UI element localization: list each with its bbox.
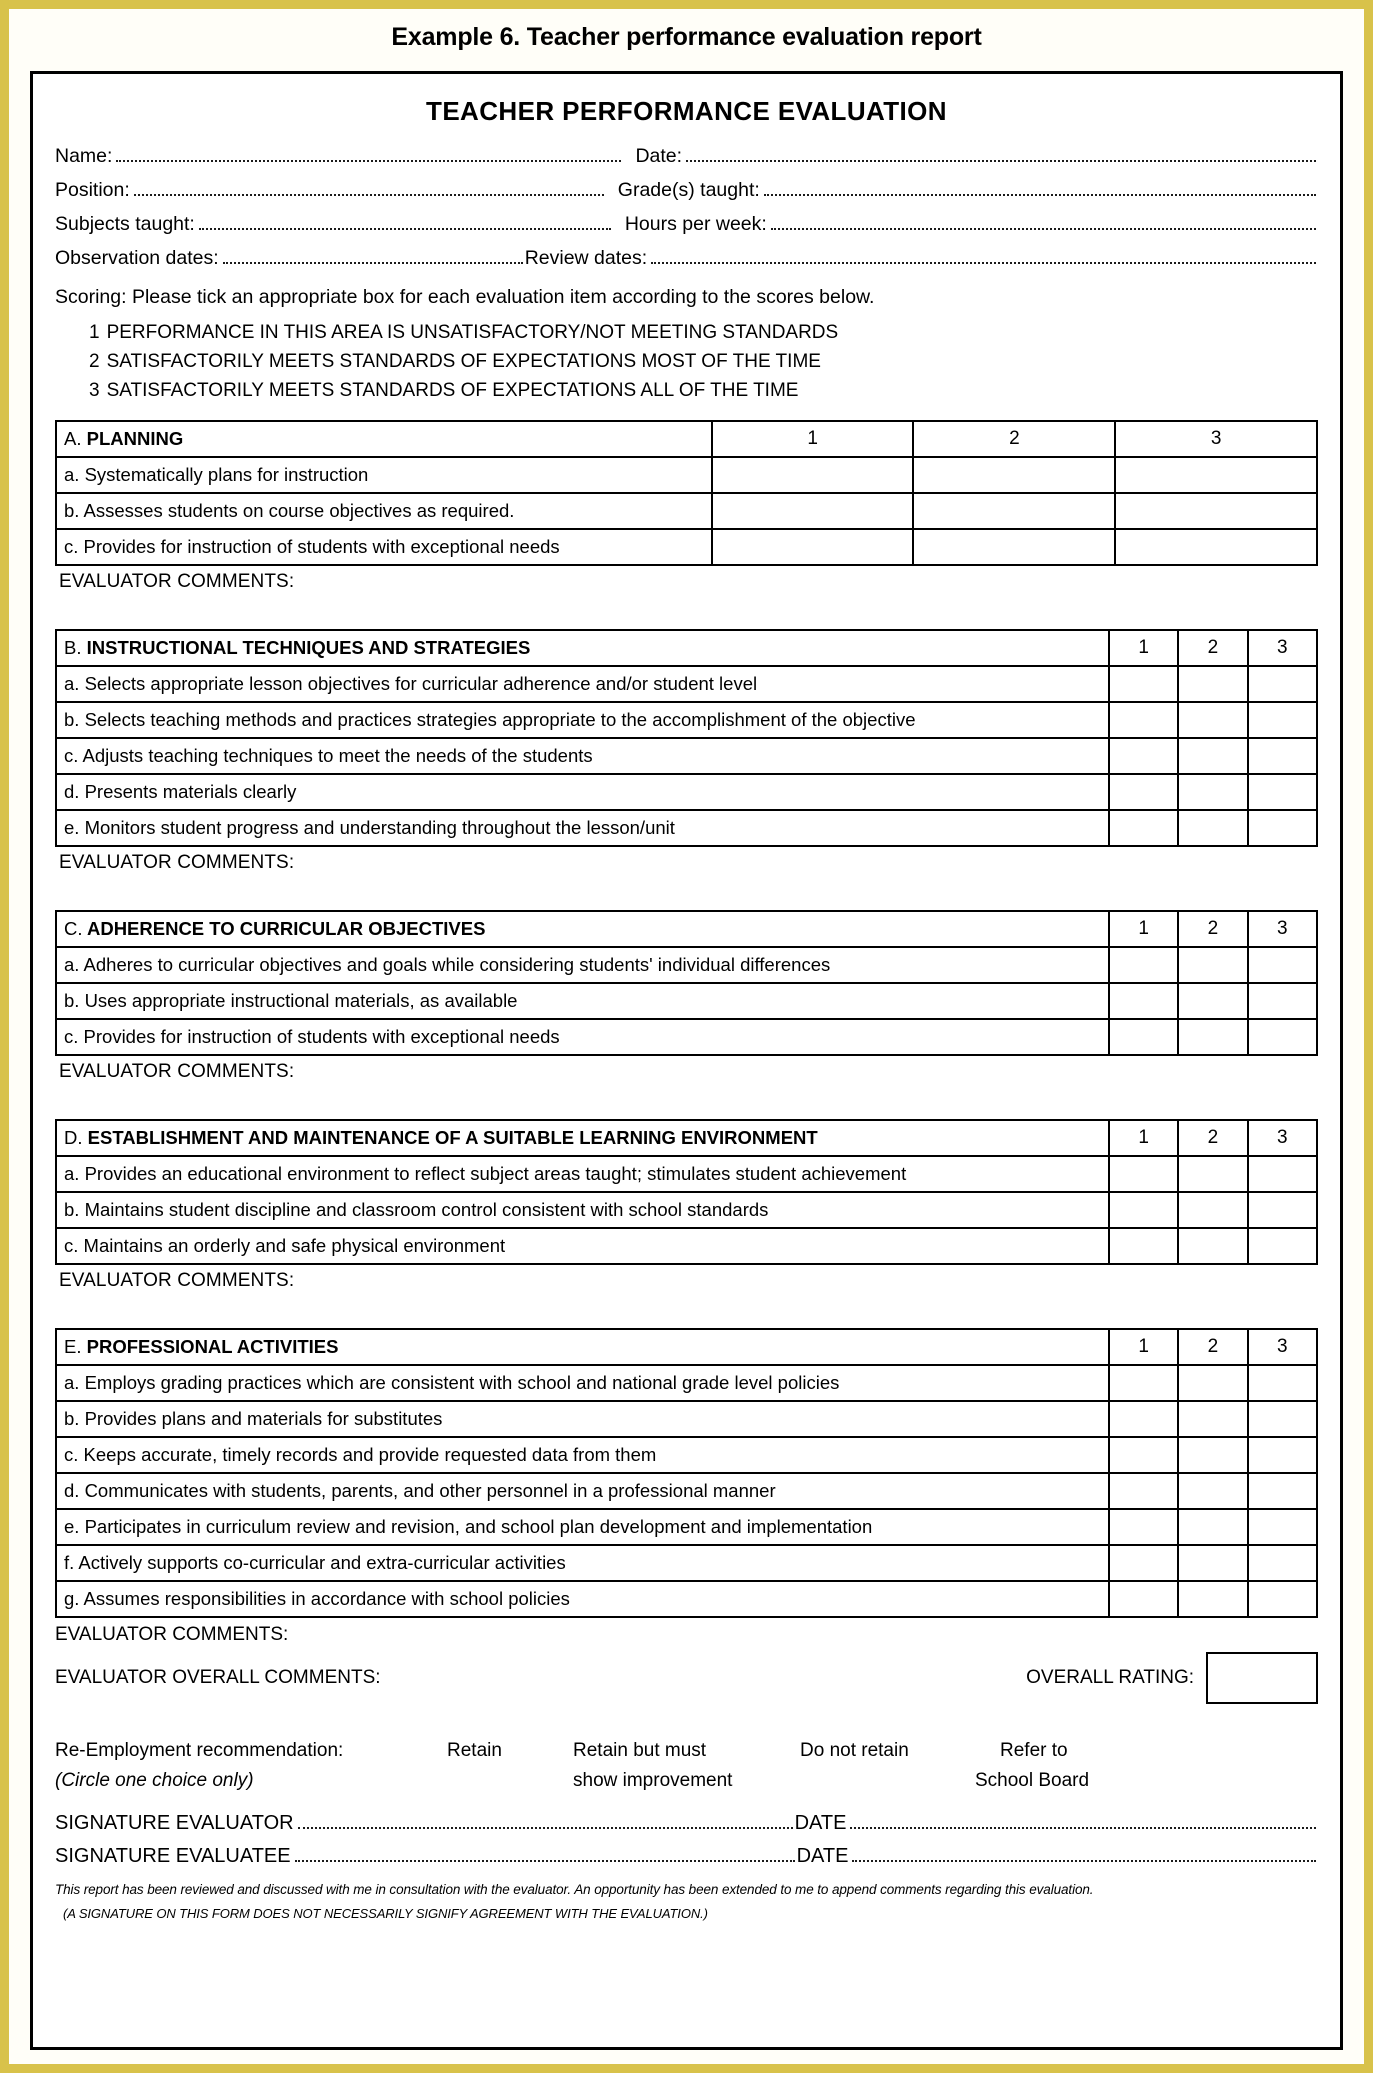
evaluator-comments-d[interactable]: EVALUATOR COMMENTS: — [59, 1269, 295, 1291]
option-retain-improve-line2[interactable]: show improvement — [573, 1769, 733, 1791]
score-checkbox-1[interactable] — [1109, 702, 1178, 738]
score-checkbox-3[interactable] — [1248, 1019, 1317, 1055]
evaluator-comments-a[interactable]: EVALUATOR COMMENTS: — [59, 570, 295, 592]
evaluator-comments-c[interactable]: EVALUATOR COMMENTS: — [59, 1060, 295, 1082]
score-checkbox-3[interactable] — [1248, 1156, 1317, 1192]
signature-evaluatee-date-label: DATE — [796, 1844, 849, 1867]
item-label: b. Selects teaching methods and practices strategies appropriate to the accomplishment of the objective — [56, 702, 1109, 738]
item-label: a. Adheres to curricular objectives and goals while considering students' individual differences — [56, 947, 1109, 983]
table-row — [56, 1473, 1317, 1509]
section-letter: D. — [64, 1126, 83, 1148]
evaluator-comments-b[interactable]: EVALUATOR COMMENTS: — [59, 851, 295, 873]
evaluation-form — [30, 71, 1343, 2050]
score-checkbox-3[interactable] — [1248, 1545, 1317, 1581]
section-b-header-row — [56, 630, 1317, 666]
scale-number: 2 — [89, 350, 100, 372]
section-c-title-cell — [56, 911, 1109, 947]
option-retain[interactable]: Retain — [447, 1739, 502, 1761]
section-b-title-cell — [56, 630, 1109, 666]
grades-taught-input[interactable] — [764, 179, 1316, 196]
review-dates-input[interactable] — [651, 247, 1316, 264]
item-label: b. Provides plans and materials for substitutes — [56, 1401, 1109, 1437]
score-checkbox-1[interactable] — [1109, 983, 1178, 1019]
score-checkbox-2[interactable] — [1178, 1401, 1247, 1437]
subjects-taught-label: Subjects taught: — [55, 213, 195, 235]
section-e-title-cell — [56, 1329, 1109, 1365]
score-checkbox-2[interactable] — [1178, 666, 1247, 702]
score-checkbox-3[interactable] — [1248, 1509, 1317, 1545]
scoring-scale-list — [89, 319, 1318, 406]
signature-evaluator-date-label: DATE — [794, 1811, 847, 1834]
item-label: e. Participates in curriculum review and revision, and school plan development and implementation — [56, 1509, 1109, 1545]
score-checkbox-3[interactable] — [1248, 1473, 1317, 1509]
section-d-header-row — [56, 1120, 1317, 1156]
spacer — [55, 593, 1318, 615]
score-checkbox-2[interactable] — [1178, 810, 1247, 846]
score-checkbox-2[interactable] — [1178, 1473, 1247, 1509]
identification-fields — [55, 145, 1318, 270]
section-b-table — [55, 629, 1318, 847]
section-b — [55, 629, 1318, 874]
name-label: Name: — [55, 145, 113, 167]
section-d — [55, 1119, 1318, 1292]
circle-one-note: (Circle one choice only) — [55, 1769, 254, 1791]
option-retain-improve-line1[interactable]: Retain but must — [573, 1739, 707, 1761]
score-checkbox-1[interactable] — [1109, 947, 1178, 983]
observation-dates-input[interactable] — [223, 247, 523, 264]
scale-text: SATISFACTORILY MEETS STANDARDS OF EXPECTATIONS MOST OF THE TIME — [106, 350, 821, 372]
score-checkbox-1[interactable] — [712, 457, 914, 493]
item-label: a. Selects appropriate lesson objectives for curricular adherence and/or student level — [56, 666, 1109, 702]
score-checkbox-2[interactable] — [1178, 702, 1247, 738]
scale-item-2 — [89, 348, 1318, 377]
score-header-3: 3 — [1115, 421, 1317, 457]
section-a-title-cell — [56, 421, 712, 457]
score-checkbox-1[interactable] — [1109, 1192, 1178, 1228]
signature-evaluatee-date-input[interactable] — [852, 1845, 1316, 1862]
score-checkbox-1[interactable] — [1109, 1156, 1178, 1192]
overall-section — [55, 1624, 1318, 1921]
disclaimer-review: This report has been reviewed and discussed with me in consultation with the evaluator. An opportunity has been extended to me to append comments regarding this evaluation. — [55, 1881, 1094, 1897]
table-row — [56, 1228, 1317, 1264]
section-a-table — [55, 420, 1318, 566]
score-checkbox-1[interactable] — [1109, 1473, 1178, 1509]
table-row — [56, 529, 1317, 565]
score-checkbox-2[interactable] — [913, 493, 1115, 529]
score-checkbox-1[interactable] — [1109, 1509, 1178, 1545]
table-row — [56, 983, 1317, 1019]
date-label: Date: — [635, 145, 683, 167]
item-label: d. Communicates with students, parents, and other personnel in a professional manner — [56, 1473, 1109, 1509]
score-checkbox-2[interactable] — [1178, 1437, 1247, 1473]
score-checkbox-2[interactable] — [913, 457, 1115, 493]
score-checkbox-3[interactable] — [1248, 947, 1317, 983]
score-checkbox-2[interactable] — [1178, 983, 1247, 1019]
score-checkbox-3[interactable] — [1248, 1228, 1317, 1264]
score-checkbox-3[interactable] — [1115, 457, 1317, 493]
score-checkbox-1[interactable] — [1109, 774, 1178, 810]
score-header-3: 3 — [1248, 911, 1317, 947]
table-row — [56, 947, 1317, 983]
overall-rating-box[interactable] — [1206, 1652, 1318, 1704]
scale-item-1 — [89, 319, 1318, 348]
section-a — [55, 420, 1318, 593]
item-label: a. Systematically plans for instruction — [56, 457, 712, 493]
score-header-3: 3 — [1248, 1120, 1317, 1156]
score-header-1: 1 — [1109, 1120, 1178, 1156]
section-d-table — [55, 1119, 1318, 1265]
page-caption: Example 6. Teacher performance evaluation report — [391, 23, 982, 51]
section-d-title-cell — [56, 1120, 1109, 1156]
overall-rating-label: OVERALL RATING: — [1026, 1666, 1194, 1688]
score-checkbox-1[interactable] — [1109, 1545, 1178, 1581]
table-row — [56, 1365, 1317, 1401]
scale-number: 1 — [89, 322, 100, 343]
score-checkbox-1[interactable] — [1109, 738, 1178, 774]
score-header-3: 3 — [1248, 1329, 1317, 1365]
observation-dates-label: Observation dates: — [55, 247, 219, 269]
table-row — [56, 1401, 1317, 1437]
signature-row-evaluatee — [55, 1845, 1318, 1868]
score-checkbox-1[interactable] — [1109, 1581, 1178, 1617]
item-label: c. Keeps accurate, timely records and provide requested data from them — [56, 1437, 1109, 1473]
section-e-header-row — [56, 1329, 1317, 1365]
score-checkbox-1[interactable] — [1109, 1019, 1178, 1055]
score-checkbox-2[interactable] — [1178, 1365, 1247, 1401]
item-label: c. Provides for instruction of students with exceptional needs — [56, 529, 712, 565]
scale-item-3 — [89, 377, 1318, 406]
disclaimer-signature: (A SIGNATURE ON THIS FORM DOES NOT NECESSARILY SIGNIFY AGREEMENT WITH THE EVALUATION.) — [63, 1905, 708, 1921]
score-header-3: 3 — [1248, 630, 1317, 666]
table-row — [56, 457, 1317, 493]
score-checkbox-3[interactable] — [1248, 774, 1317, 810]
scale-number: 3 — [89, 379, 100, 401]
score-checkbox-3[interactable] — [1248, 1401, 1317, 1437]
score-checkbox-3[interactable] — [1115, 493, 1317, 529]
table-row — [56, 1581, 1317, 1617]
page-inner — [9, 9, 1364, 2064]
overall-comments-row — [55, 1652, 1318, 1704]
review-dates-label: Review dates: — [524, 247, 648, 269]
item-label: g. Assumes responsibilities in accordance with school policies — [56, 1581, 1109, 1617]
table-row — [56, 1192, 1317, 1228]
option-refer-line1[interactable]: Refer to — [1000, 1739, 1068, 1761]
score-checkbox-1[interactable] — [1109, 1228, 1178, 1264]
score-checkbox-1[interactable] — [1109, 810, 1178, 846]
reemployment-recommendation — [55, 1740, 1318, 1802]
hours-per-week-label: Hours per week: — [624, 213, 767, 235]
signature-evaluator-date-input[interactable] — [850, 1812, 1316, 1829]
score-checkbox-3[interactable] — [1248, 666, 1317, 702]
score-checkbox-3[interactable] — [1248, 810, 1317, 846]
signature-row-evaluator — [55, 1812, 1318, 1835]
score-checkbox-2[interactable] — [1178, 1509, 1247, 1545]
score-header-2: 2 — [913, 421, 1115, 457]
option-do-not-retain[interactable]: Do not retain — [800, 1739, 909, 1761]
score-checkbox-3[interactable] — [1115, 529, 1317, 565]
item-label: c. Maintains an orderly and safe physical environment — [56, 1228, 1109, 1264]
scoring-instruction: Scoring: Please tick an appropriate box for each evaluation item according to the scores below. — [55, 286, 875, 308]
section-letter: C. — [64, 917, 83, 939]
score-checkbox-2[interactable] — [1178, 1581, 1247, 1617]
scale-text: PERFORMANCE IN THIS AREA IS UNSATISFACTORY/NOT MEETING STANDARDS — [106, 322, 839, 343]
table-row — [56, 1545, 1317, 1581]
evaluator-comments-e[interactable]: EVALUATOR COMMENTS: — [55, 1623, 289, 1645]
field-row-subjects — [55, 213, 1318, 236]
table-row — [56, 1437, 1317, 1473]
score-checkbox-2[interactable] — [1178, 1019, 1247, 1055]
table-row — [56, 702, 1317, 738]
section-c-table — [55, 910, 1318, 1056]
score-checkbox-2[interactable] — [1178, 738, 1247, 774]
section-title: PLANNING — [86, 427, 184, 449]
score-checkbox-1[interactable] — [1109, 666, 1178, 702]
score-checkbox-1[interactable] — [712, 529, 914, 565]
grades-taught-label: Grade(s) taught: — [617, 179, 760, 201]
field-row-observation — [55, 247, 1318, 270]
table-row — [56, 810, 1317, 846]
section-e — [55, 1328, 1318, 1618]
item-label: a. Employs grading practices which are consistent with school and national grade level policies — [56, 1365, 1109, 1401]
score-checkbox-2[interactable] — [1178, 947, 1247, 983]
score-header-2: 2 — [1178, 1120, 1247, 1156]
date-input[interactable] — [686, 145, 1316, 162]
score-header-2: 2 — [1178, 630, 1247, 666]
score-checkbox-1[interactable] — [1109, 1401, 1178, 1437]
score-checkbox-1[interactable] — [1109, 1365, 1178, 1401]
item-label: b. Maintains student discipline and classroom control consistent with school standards — [56, 1192, 1109, 1228]
score-header-1: 1 — [1109, 1329, 1178, 1365]
item-label: f. Actively supports co-curricular and extra-curricular activities — [56, 1545, 1109, 1581]
score-checkbox-3[interactable] — [1248, 702, 1317, 738]
reemployment-label: Re-Employment recommendation: — [55, 1739, 344, 1761]
table-row — [56, 1019, 1317, 1055]
section-e-table — [55, 1328, 1318, 1618]
score-header-1: 1 — [712, 421, 914, 457]
section-letter: B. — [64, 636, 82, 658]
section-c-header-row — [56, 911, 1317, 947]
score-checkbox-1[interactable] — [712, 493, 914, 529]
signature-evaluator-input[interactable] — [298, 1812, 793, 1829]
score-checkbox-3[interactable] — [1248, 1437, 1317, 1473]
signature-evaluatee-label: SIGNATURE EVALUATEE — [55, 1844, 291, 1867]
field-row-position — [55, 179, 1318, 202]
signature-evaluator-label: SIGNATURE EVALUATOR — [55, 1811, 294, 1834]
spacer — [55, 874, 1318, 896]
section-title: INSTRUCTIONAL TECHNIQUES AND STRATEGIES — [86, 636, 531, 658]
section-letter: E. — [64, 1335, 82, 1357]
score-checkbox-2[interactable] — [1178, 1545, 1247, 1581]
score-checkbox-2[interactable] — [1178, 1192, 1247, 1228]
table-row — [56, 738, 1317, 774]
score-checkbox-1[interactable] — [1109, 1437, 1178, 1473]
scale-text: SATISFACTORILY MEETS STANDARDS OF EXPECTATIONS ALL OF THE TIME — [106, 379, 799, 401]
spacer — [55, 1083, 1318, 1105]
table-row — [56, 666, 1317, 702]
score-checkbox-3[interactable] — [1248, 1581, 1317, 1617]
score-header-1: 1 — [1109, 911, 1178, 947]
score-checkbox-2[interactable] — [913, 529, 1115, 565]
score-checkbox-3[interactable] — [1248, 983, 1317, 1019]
evaluator-overall-comments-label[interactable]: EVALUATOR OVERALL COMMENTS: — [55, 1666, 381, 1688]
score-checkbox-3[interactable] — [1248, 1192, 1317, 1228]
section-a-header-row — [56, 421, 1317, 457]
score-header-2: 2 — [1178, 911, 1247, 947]
field-row-name — [55, 145, 1318, 168]
position-label: Position: — [55, 179, 130, 201]
section-title: ESTABLISHMENT AND MAINTENANCE OF A SUITABLE LEARNING ENVIRONMENT — [87, 1126, 818, 1148]
spacer — [55, 1292, 1318, 1314]
subjects-taught-input[interactable] — [199, 213, 611, 230]
score-checkbox-2[interactable] — [1178, 1156, 1247, 1192]
item-label: c. Provides for instruction of students with exceptional needs — [56, 1019, 1109, 1055]
table-row — [56, 774, 1317, 810]
score-header-1: 1 — [1109, 630, 1178, 666]
section-c — [55, 910, 1318, 1083]
position-input[interactable] — [134, 179, 604, 196]
table-row — [56, 1156, 1317, 1192]
item-label: e. Monitors student progress and understanding throughout the lesson/unit — [56, 810, 1109, 846]
item-label: b. Uses appropriate instructional materials, as available — [56, 983, 1109, 1019]
option-refer-line2[interactable]: School Board — [975, 1769, 1090, 1791]
item-label: a. Provides an educational environment to reflect subject areas taught; stimulates student achievement — [56, 1156, 1109, 1192]
item-label: d. Presents materials clearly — [56, 774, 1109, 810]
score-checkbox-2[interactable] — [1178, 1228, 1247, 1264]
signature-evaluatee-input[interactable] — [295, 1845, 795, 1862]
section-letter: A. — [64, 427, 82, 449]
form-title: TEACHER PERFORMANCE EVALUATION — [426, 96, 947, 126]
table-row — [56, 493, 1317, 529]
table-row — [56, 1509, 1317, 1545]
score-checkbox-3[interactable] — [1248, 738, 1317, 774]
hours-per-week-input[interactable] — [771, 213, 1316, 230]
item-label: b. Assesses students on course objectives as required. — [56, 493, 712, 529]
score-checkbox-2[interactable] — [1178, 774, 1247, 810]
score-header-2: 2 — [1178, 1329, 1247, 1365]
section-title: PROFESSIONAL ACTIVITIES — [86, 1335, 339, 1357]
item-label: c. Adjusts teaching techniques to meet the needs of the students — [56, 738, 1109, 774]
name-input[interactable] — [116, 145, 621, 162]
section-title: ADHERENCE TO CURRICULAR OBJECTIVES — [86, 917, 486, 939]
score-checkbox-3[interactable] — [1248, 1365, 1317, 1401]
